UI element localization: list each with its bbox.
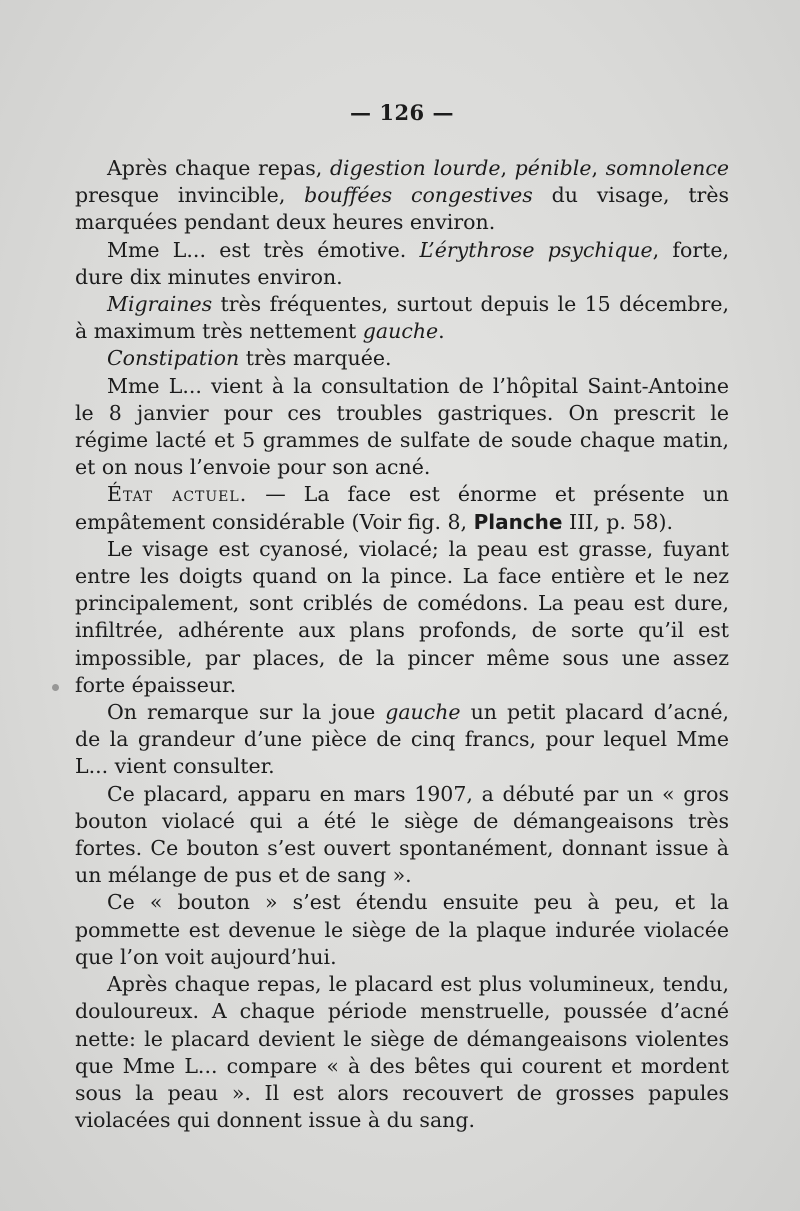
italic-run: bouffées congestives: [304, 183, 533, 208]
italic-run: Constipation: [107, 346, 240, 371]
paragraph-4: [75, 345, 729, 372]
ink-speck: [52, 684, 59, 691]
text-run: Après chaque repas,: [107, 156, 330, 180]
italic-run: Migraines: [107, 292, 213, 317]
italic-run: pénible: [514, 156, 592, 180]
italic-run: gauche: [362, 319, 439, 344]
text-run: du visage, très marquées pendant deux heures environ.: [75, 183, 730, 235]
paragraph-5: Mme L... vient à la consultation de l’hôpital Saint-Antoine le 8 janvier pour ces troubles gastriques. On prescrit le régime lacté et 5 grammes de sulfate de soude chaque matin, et on nous l’envoie pour son acné.: [75, 373, 729, 480]
paragraph-6: [75, 481, 729, 535]
paragraph-1: [75, 155, 729, 237]
bold-run: Planche: [473, 509, 563, 534]
text-run: très fréquentes, surtout depuis le 15 décembre, à maximum très nettement: [75, 292, 729, 344]
text-run: On remarque sur la joue: [107, 700, 386, 725]
paragraph-9: Ce placard, apparu en mars 1907, a débuté par un « gros bouton violacé qui a été le siège de démangeaisons très fortes. Ce bouton s’est ouvert spontanément, donnant issue à un mélange de pus et de sang ».: [75, 781, 729, 888]
italic-run: L’érythrose psychique: [419, 237, 653, 262]
text-run: très marquée.: [239, 346, 392, 371]
paragraph-8: [75, 699, 729, 781]
text-run: ,: [500, 156, 515, 180]
italic-run: somnolence: [605, 156, 729, 180]
text-run: .: [438, 319, 445, 344]
page-number: — 126 —: [350, 100, 454, 125]
paragraph-7: Le visage est cyanosé, violacé; la peau est grasse, fuyant entre les doigts quand on la pince. La face entière et le nez principalement, sont criblés de comédons. La peau est dure, infiltrée, adhérente aux plans profonds, de sorte qu’il est impossible, par places, de la pincer même sous une assez forte épaisseur.: [75, 536, 729, 697]
section-heading: État actuel.: [107, 482, 248, 507]
paragraph-11: Après chaque repas, le placard est plus volumineux, tendu, douloureux. A chaque période menstruelle, poussée d’acné nette: le placard devient le siège de démangeaisons violentes que Mme L... compare « à des bêtes qui courent et mordent sous la peau ». Il est alors recouvert de grosses papules violacées qui donnent issue à du sang.: [75, 972, 729, 1133]
text-run: un petit placard d’acné, de la grandeur d’une pièce de cinq francs, pour lequel Mme L... vient consulter.: [75, 700, 729, 779]
italic-run: gauche: [385, 700, 461, 725]
paragraph-3: [75, 291, 729, 345]
paragraph-10: Ce « bouton » s’est étendu ensuite peu à peu, et la pommette est devenue le siège de la plaque indurée violacée que l’on voit aujourd’hui.: [75, 890, 729, 969]
text-run: III, p. 58).: [562, 509, 674, 534]
page-text: [75, 100, 729, 1134]
text-run: , forte, dure dix minutes environ.: [75, 237, 730, 289]
italic-run: digestion lourde: [329, 156, 501, 180]
text-run: presque invincible,: [75, 183, 305, 208]
paragraph-2: [75, 237, 729, 291]
text-run: ,: [591, 156, 606, 180]
text-run: Mme L... est très émotive.: [107, 237, 420, 262]
text-run: — La face est énorme et présente un empâtement considérable (Voir fig. 8,: [75, 482, 729, 534]
